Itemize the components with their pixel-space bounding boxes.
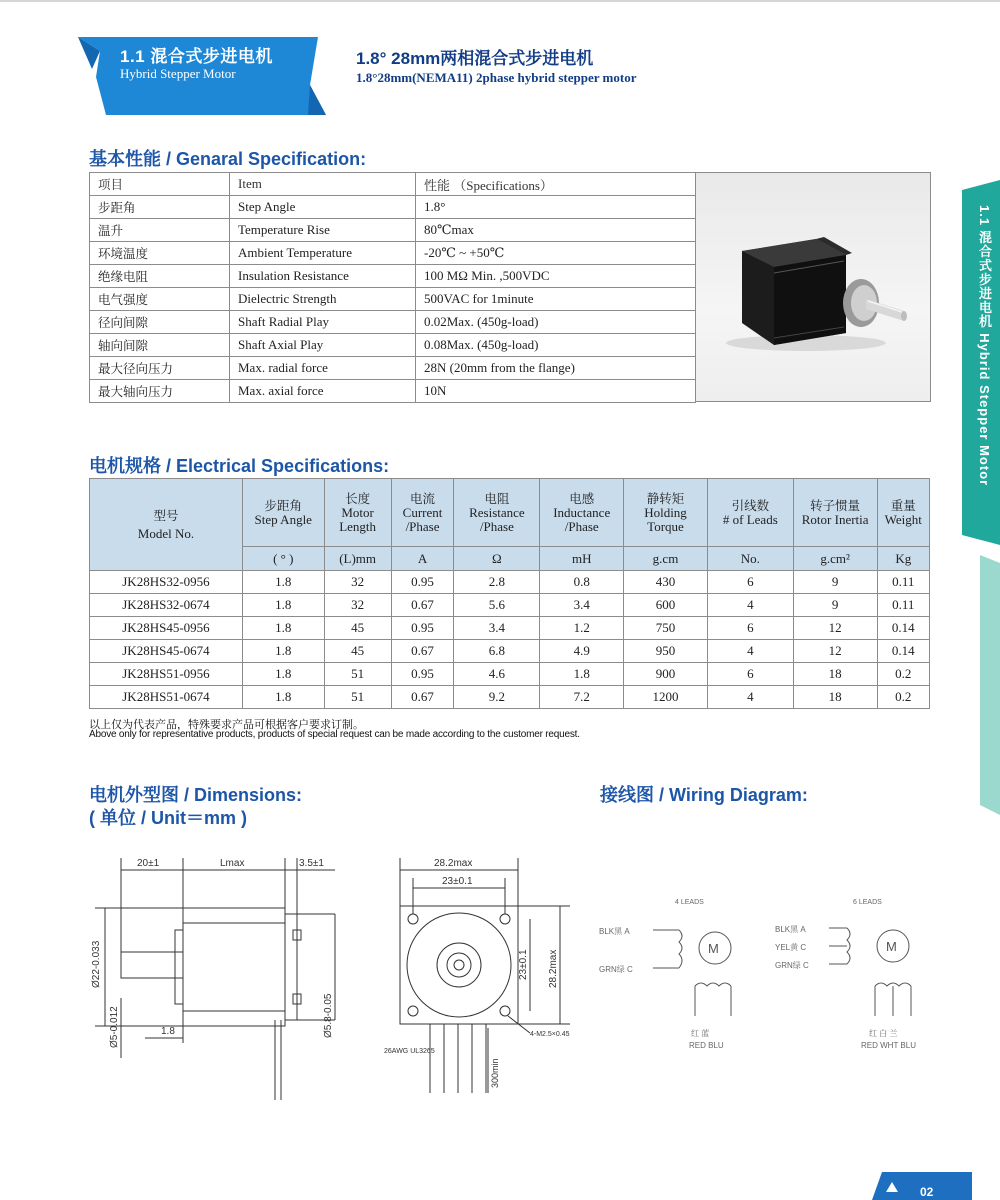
spec-item-cn: 最大径向压力 <box>90 357 230 380</box>
general-spec-row <box>90 173 696 196</box>
column-header-en: Step Angle <box>254 511 312 527</box>
spec-cell: 950 <box>624 640 708 663</box>
spec-cell: 1.8 <box>242 571 324 594</box>
spec-cell: 45 <box>324 617 391 640</box>
spec-item-cn: 最大轴向压力 <box>90 380 230 403</box>
unit-cell: Ω <box>454 547 540 571</box>
general-spec-table <box>89 172 696 403</box>
spec-cell: 1.8 <box>242 594 324 617</box>
dim-282-vert: 28.2max <box>548 949 559 988</box>
column-header-en: Inductance /Phase <box>553 504 611 534</box>
spec-item-en: Max. radial force <box>230 357 416 380</box>
four-bottom-en: RED BLU <box>689 1041 724 1050</box>
table-row <box>90 686 930 709</box>
column-header <box>877 479 929 547</box>
column-header-cn: 电阻 <box>484 491 510 506</box>
spec-cell: 51 <box>324 686 391 709</box>
note-en: Above only for representative products, products of special request can be made according to the customer request. <box>89 729 580 740</box>
spec-cell: 1.8 <box>242 686 324 709</box>
six-leads-title: 6 LEADS <box>853 899 882 906</box>
column-header <box>454 479 540 547</box>
column-header-cn: 重量 <box>890 498 916 513</box>
dim-35: 3.5±1 <box>299 858 324 869</box>
spec-value: 500VAC for 1minute <box>416 288 696 311</box>
spec-cell: 0.14 <box>877 640 929 663</box>
spec-cell: 0.67 <box>391 640 454 663</box>
spec-cell: 9 <box>793 571 877 594</box>
spec-cell: 0.95 <box>391 663 454 686</box>
spec-cell: 6 <box>707 571 793 594</box>
spec-cell: 9 <box>793 594 877 617</box>
column-header <box>540 479 624 547</box>
spec-cell: 0.2 <box>877 686 929 709</box>
spec-cell: 3.4 <box>540 594 624 617</box>
four-leads-title: 4 LEADS <box>675 899 704 906</box>
spec-cell: 9.2 <box>454 686 540 709</box>
column-header <box>391 479 454 547</box>
unit-cell: A <box>391 547 454 571</box>
spec-cell: 0.67 <box>391 686 454 709</box>
spec-cell: 4.9 <box>540 640 624 663</box>
general-spec-row <box>90 242 696 265</box>
spec-cell: 750 <box>624 617 708 640</box>
product-title-cn: 1.8° 28mm两相混合式步进电机 <box>356 49 594 68</box>
spec-cell: 0.95 <box>391 617 454 640</box>
model-number: JK28HS51-0674 <box>90 686 243 709</box>
spec-cell: 6.8 <box>454 640 540 663</box>
spec-cell: 1.8 <box>242 640 324 663</box>
spec-cell: 12 <box>793 640 877 663</box>
six-bottom-cn: 红 白 兰 <box>869 1029 898 1038</box>
spec-value: 80℃max <box>416 219 696 242</box>
column-header-en: Current /Phase <box>402 504 443 534</box>
spec-cell: 1.8 <box>242 663 324 686</box>
dim-d58: Ø5.8-0.05 <box>323 993 334 1038</box>
unit-cell: ( ° ) <box>242 547 324 571</box>
column-header <box>90 479 243 571</box>
dim-d22: Ø22-0.033 <box>91 940 102 988</box>
column-header-cn: 长度 <box>345 491 371 506</box>
spec-cell: 430 <box>624 571 708 594</box>
spec-cell: 4 <box>707 640 793 663</box>
column-header-cn: 步距角 <box>264 498 302 513</box>
spec-item-en: Insulation Resistance <box>230 265 416 288</box>
electrical-header-row <box>90 479 930 547</box>
spec-cell: 4 <box>707 686 793 709</box>
dim-282: 28.2max <box>434 858 473 869</box>
four-motor-m: M <box>708 941 719 956</box>
table-row <box>90 571 930 594</box>
spec-item-en: Shaft Radial Play <box>230 311 416 334</box>
top-divider <box>0 0 1000 2</box>
spec-item-cn: 绝缘电阻 <box>90 265 230 288</box>
column-header-cn: 引线数 <box>731 498 770 513</box>
spec-cell: 0.11 <box>877 594 929 617</box>
spec-item-en: Step Angle <box>230 196 416 219</box>
spec-value: 性能 （Specifications） <box>416 173 696 196</box>
spec-value: 0.08Max. (450g-load) <box>416 334 696 357</box>
dim-lmax: Lmax <box>220 858 245 869</box>
unit-cell: mH <box>540 547 624 571</box>
dim-23: 23±0.1 <box>442 876 473 887</box>
product-title-en: 1.8°28mm(NEMA11) 2phase hybrid stepper motor <box>356 70 637 85</box>
spec-item-en: Item <box>230 173 416 196</box>
column-header-en: # of Leads <box>722 511 778 527</box>
spec-cell: 900 <box>624 663 708 686</box>
spec-item-en: Shaft Axial Play <box>230 334 416 357</box>
six-lead-c: GRN绿 C <box>775 961 809 970</box>
spec-cell: 1.8 <box>242 617 324 640</box>
spec-value: 1.8° <box>416 196 696 219</box>
general-spec-row <box>90 219 696 242</box>
side-view-drawing <box>85 848 355 1108</box>
six-lead-a: BLK黑 A <box>775 925 806 934</box>
column-header <box>242 479 324 547</box>
spec-item-cn: 环境温度 <box>90 242 230 265</box>
spec-cell: 5.6 <box>454 594 540 617</box>
wiring-heading: 接线图 / Wiring Diagram: <box>600 785 808 805</box>
section-title-en: Hybrid Stepper Motor <box>120 66 236 81</box>
model-number: JK28HS32-0956 <box>90 571 243 594</box>
spec-cell: 4 <box>707 594 793 617</box>
general-spec-row <box>90 265 696 288</box>
column-header <box>324 479 391 547</box>
front-view-drawing <box>380 848 590 1108</box>
motor-photo <box>696 172 931 402</box>
spec-cell: 51 <box>324 663 391 686</box>
spec-cell: 600 <box>624 594 708 617</box>
spec-cell: 6 <box>707 663 793 686</box>
column-header-en: Model No. <box>137 525 195 541</box>
dim-23-vert: 23±0.1 <box>518 949 529 980</box>
six-motor-m: M <box>886 939 897 954</box>
column-header-cn: 静转矩 <box>646 491 685 506</box>
spec-cell: 18 <box>793 686 877 709</box>
dimensions-heading: 电机外型图 / Dimensions: <box>89 785 303 805</box>
spec-item-en: Dielectric Strength <box>230 288 416 311</box>
spec-cell: 18 <box>793 663 877 686</box>
spec-item-cn: 径向间隙 <box>90 311 230 334</box>
spec-item-cn: 电气强度 <box>90 288 230 311</box>
six-bottom-en: RED WHT BLU <box>861 1041 916 1050</box>
general-spec-row <box>90 196 696 219</box>
column-header-cn: 型号 <box>153 508 179 523</box>
spec-item-cn: 温升 <box>90 219 230 242</box>
column-header-cn: 转子惯量 <box>810 498 861 513</box>
spec-cell: 7.2 <box>540 686 624 709</box>
dim-20: 20±1 <box>137 858 160 869</box>
spec-cell: 0.8 <box>540 571 624 594</box>
general-spec-row <box>90 380 696 403</box>
column-header-cn: 电感 <box>569 491 595 506</box>
spec-cell: 1200 <box>624 686 708 709</box>
dim-18: 1.8 <box>161 1026 175 1037</box>
spec-cell: 32 <box>324 594 391 617</box>
model-number: JK28HS32-0674 <box>90 594 243 617</box>
spec-value: -20℃ ~ +50℃ <box>416 242 696 265</box>
side-tab-lower <box>980 555 1000 815</box>
column-header-en: Motor Length <box>339 504 377 534</box>
model-number: JK28HS45-0956 <box>90 617 243 640</box>
dimensions-unit: ( 单位 / Unit＝mm ) <box>89 808 247 828</box>
four-bottom-cn: 红 蓝 <box>691 1029 710 1038</box>
dim-awg: 26AWG UL3265 <box>384 1048 435 1055</box>
spec-cell: 6 <box>707 617 793 640</box>
model-number: JK28HS45-0674 <box>90 640 243 663</box>
note-cn: 以上仅为代表产品，特殊要求产品可根据客户要求订制。 <box>89 719 364 731</box>
page-number: 02 <box>920 1185 934 1199</box>
spec-item-cn: 轴向间隙 <box>90 334 230 357</box>
spec-item-en: Temperature Rise <box>230 219 416 242</box>
general-spec-row <box>90 288 696 311</box>
column-header-cn: 电流 <box>410 491 436 506</box>
spec-cell: 45 <box>324 640 391 663</box>
unit-cell: g.cm <box>624 547 708 571</box>
table-row <box>90 663 930 686</box>
table-row <box>90 640 930 663</box>
column-header <box>624 479 708 547</box>
four-lead-a: BLK黑 A <box>599 927 630 936</box>
spec-cell: 2.8 <box>454 571 540 594</box>
spec-item-cn: 项目 <box>90 173 230 196</box>
column-header-en: Weight <box>884 511 922 527</box>
spec-cell: 0.2 <box>877 663 929 686</box>
general-spec-row <box>90 334 696 357</box>
spec-cell: 0.14 <box>877 617 929 640</box>
spec-cell: 4.6 <box>454 663 540 686</box>
spec-cell: 12 <box>793 617 877 640</box>
spec-value: 10N <box>416 380 696 403</box>
stepper-motor-image <box>696 173 931 402</box>
dim-lead: 300min <box>490 1058 500 1088</box>
spec-value: 28N (20mm from the flange) <box>416 357 696 380</box>
spec-cell: 32 <box>324 571 391 594</box>
general-spec-row <box>90 311 696 334</box>
general-spec-heading: 基本性能 / Genaral Specification: <box>89 149 367 169</box>
electrical-spec-heading: 电机规格 / Electrical Specifications: <box>89 456 390 476</box>
unit-cell: (L)mm <box>324 547 391 571</box>
table-row <box>90 594 930 617</box>
spec-cell: 3.4 <box>454 617 540 640</box>
table-row <box>90 617 930 640</box>
spec-cell: 1.2 <box>540 617 624 640</box>
spec-value: 100 MΩ Min. ,500VDC <box>416 265 696 288</box>
unit-cell: No. <box>707 547 793 571</box>
spec-item-en: Max. axial force <box>230 380 416 403</box>
four-lead-c: GRN绿 C <box>599 965 633 974</box>
section-title-cn: 1.1 混合式步进电机 <box>120 47 273 66</box>
spec-cell: 0.67 <box>391 594 454 617</box>
six-lead-ym: YEL黄 C <box>775 943 807 952</box>
wiring-diagram <box>595 890 955 1060</box>
spec-cell: 0.11 <box>877 571 929 594</box>
spec-value: 0.02Max. (450g-load) <box>416 311 696 334</box>
spec-cell: 0.95 <box>391 571 454 594</box>
model-number: JK28HS51-0956 <box>90 663 243 686</box>
column-header-en: Rotor Inertia <box>801 511 869 527</box>
column-header-en: Resistance /Phase <box>469 504 525 534</box>
unit-cell: g.cm² <box>793 547 877 571</box>
electrical-spec-table <box>89 478 930 709</box>
spec-cell: 1.8 <box>540 663 624 686</box>
column-header-en: Holding Torque <box>644 504 687 534</box>
spec-item-cn: 步距角 <box>90 196 230 219</box>
column-header <box>793 479 877 547</box>
unit-cell: Kg <box>877 547 929 571</box>
general-spec-row <box>90 357 696 380</box>
dim-d5: Ø5-0.012 <box>109 1006 120 1048</box>
dim-holes: 4-M2.5×0.45 <box>530 1031 570 1038</box>
spec-item-en: Ambient Temperature <box>230 242 416 265</box>
column-header <box>707 479 793 547</box>
side-tab-label: 1.1 混合式步进电机 Hybrid Stepper Motor <box>977 205 992 487</box>
